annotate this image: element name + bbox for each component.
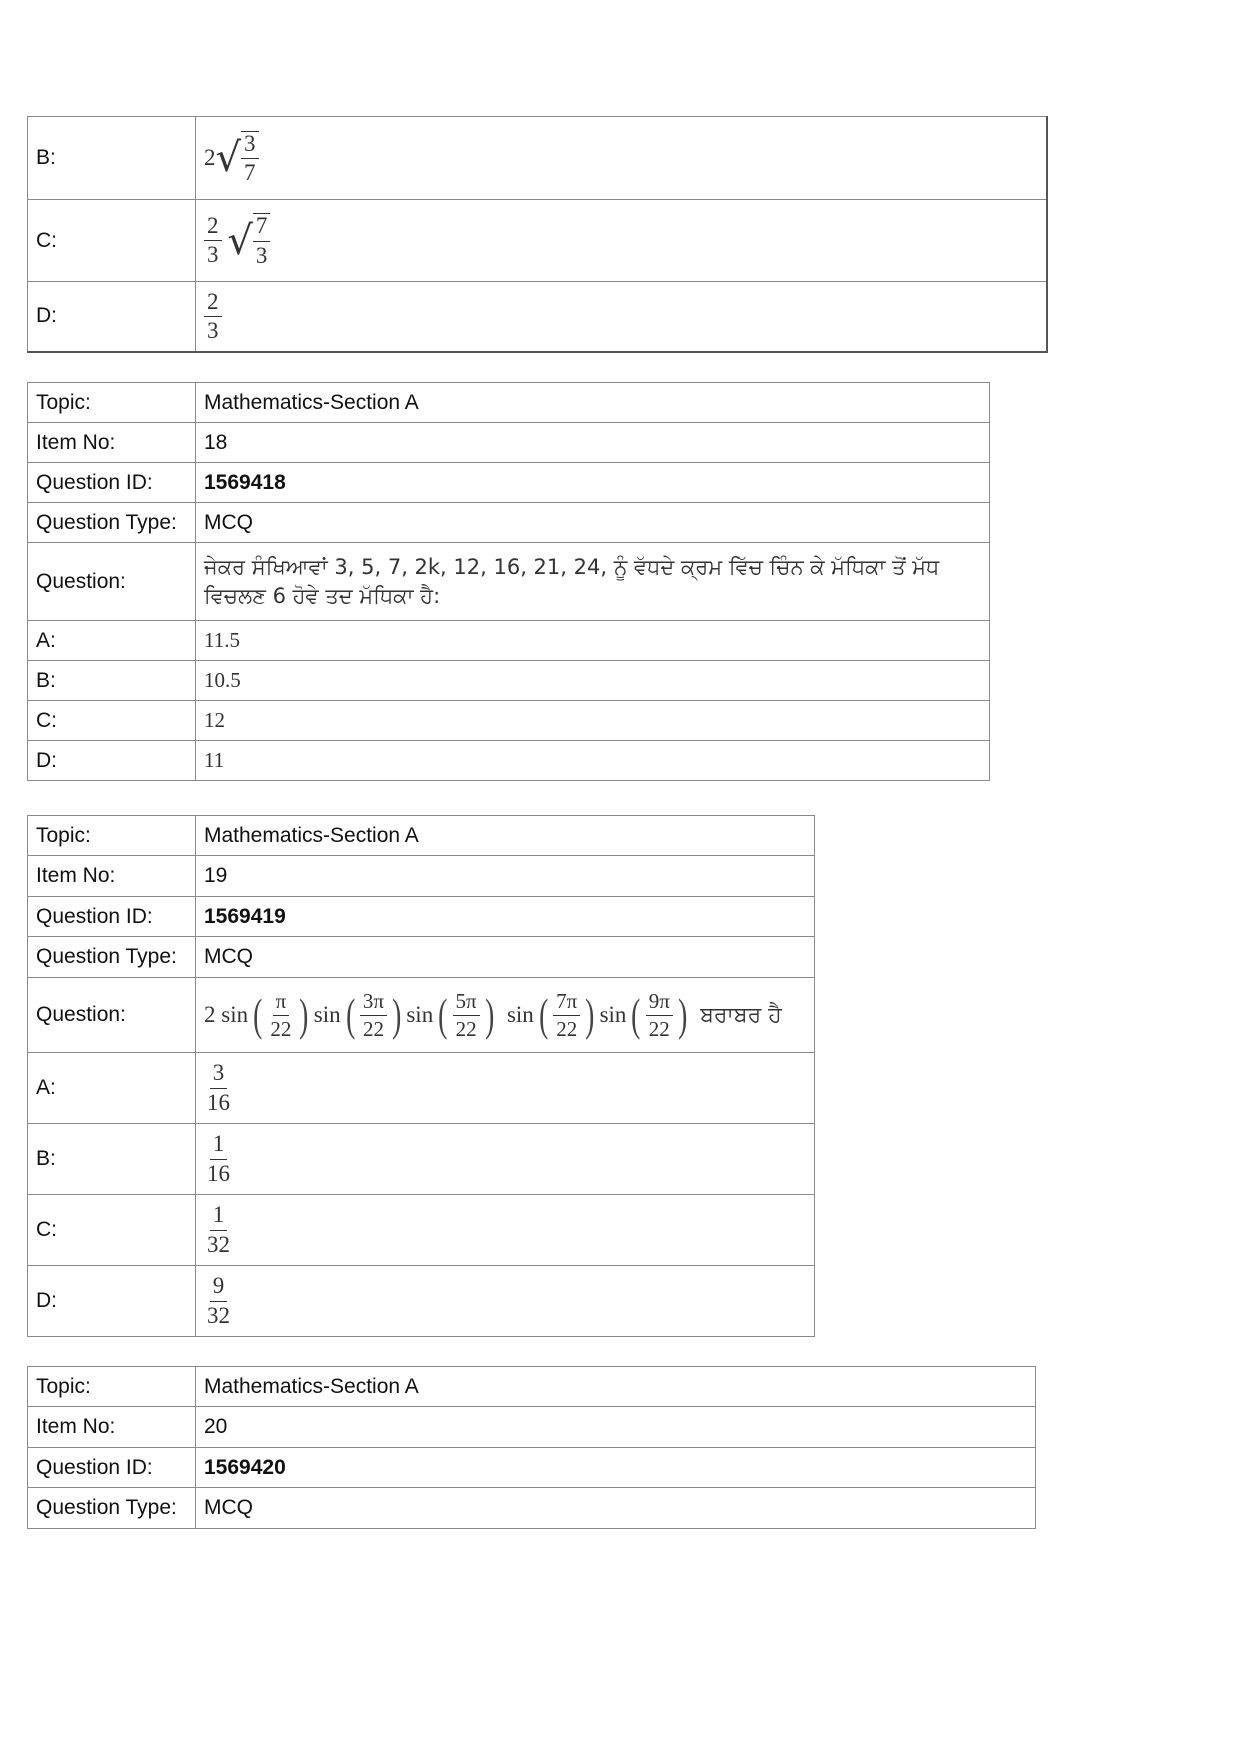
- sin-term: sin: [599, 1002, 627, 1027]
- fraction: $\frac{3}{16}$: [207, 1060, 230, 1115]
- fraction: $\frac{7\pi}{22}$: [553, 990, 580, 1039]
- fraction: $\frac{9\pi}{22}$: [646, 990, 673, 1039]
- option-label: A:: [28, 1053, 196, 1124]
- option-value: [196, 117, 1048, 200]
- option-label: B:: [28, 117, 196, 200]
- option-value: [196, 1124, 815, 1195]
- option-row-d: [28, 1266, 815, 1337]
- topic-row: [28, 1367, 1036, 1407]
- item-no-label: Item No:: [28, 856, 196, 897]
- question-id-value: 1569418: [196, 463, 990, 503]
- question-expression: [196, 978, 815, 1053]
- topic-label: Topic:: [28, 816, 196, 856]
- option-row-c: [28, 701, 990, 741]
- item-no-value: 18: [196, 423, 990, 463]
- question-tail-text: ਬਰਾਬਰ ਹੈ: [700, 1002, 782, 1028]
- fraction: $\frac{1}{32}$: [207, 1202, 230, 1257]
- question-id-label: Question ID:: [28, 1448, 196, 1488]
- question-id-value: 1569419: [196, 897, 815, 937]
- item-no-row: [28, 423, 990, 463]
- question-label: Question:: [28, 543, 196, 621]
- coefficient: 2: [204, 145, 216, 170]
- question-id-label: Question ID:: [28, 897, 196, 937]
- option-row-a: [28, 621, 990, 661]
- option-label: A:: [28, 621, 196, 661]
- option-label: C:: [28, 1195, 196, 1266]
- option-value: 11: [196, 741, 990, 781]
- option-value: [196, 1053, 815, 1124]
- option-row-d: [28, 741, 990, 781]
- topic-label: Topic:: [28, 383, 196, 423]
- fraction: $\frac{\pi}{22}$: [270, 989, 292, 1041]
- option-row-b: [28, 117, 1048, 200]
- question-type-value: MCQ: [196, 937, 815, 978]
- option-value: [196, 200, 1048, 282]
- topic-value: Mathematics-Section A: [196, 816, 815, 856]
- option-row-d: [28, 282, 1048, 352]
- lead-term: 2 sin: [204, 1002, 249, 1027]
- topic-value: Mathematics-Section A: [196, 383, 990, 423]
- option-row-a: [28, 1053, 815, 1124]
- option-value: [196, 1266, 815, 1337]
- question-id-value: 1569420: [196, 1448, 1036, 1488]
- question-type-row: [28, 1488, 1036, 1529]
- question-type-row: [28, 937, 815, 978]
- question-type-label: Question Type:: [28, 937, 196, 978]
- question-type-label: Question Type:: [28, 503, 196, 543]
- option-value: 11.5: [196, 621, 990, 661]
- option-value: 10.5: [196, 661, 990, 701]
- option-label: C:: [28, 701, 196, 741]
- question-20-table: [27, 1366, 1036, 1529]
- question-id-row: [28, 897, 815, 937]
- item-no-row: [28, 1407, 1036, 1448]
- option-label: B:: [28, 661, 196, 701]
- topic-row: [28, 383, 990, 423]
- item-no-label: Item No:: [28, 423, 196, 463]
- question-type-row: [28, 503, 990, 543]
- option-value: [196, 282, 1048, 352]
- option-value: 12: [196, 701, 990, 741]
- item-no-label: Item No:: [28, 1407, 196, 1448]
- option-label: B:: [28, 1124, 196, 1195]
- question-18-table: [27, 382, 990, 781]
- item-no-value: 19: [196, 856, 815, 897]
- option-row-c: [28, 1195, 815, 1266]
- sin-term: sin: [406, 1002, 434, 1027]
- fraction: $\frac{2}{3}$: [204, 290, 222, 343]
- fraction: $\frac{3}{7}$: [241, 132, 259, 185]
- question-id-row: [28, 463, 990, 503]
- question-type-value: MCQ: [196, 503, 990, 543]
- topic-row: [28, 816, 815, 856]
- fraction: $\frac{2}{3}$: [204, 214, 222, 267]
- item-no-row: [28, 856, 815, 897]
- question-row: [28, 543, 990, 621]
- option-row-b: [28, 661, 990, 701]
- item-no-value: 20: [196, 1407, 1036, 1448]
- fraction: $\frac{1}{16}$: [207, 1131, 230, 1186]
- option-label: D:: [28, 282, 196, 352]
- trig-expression: 2 sin ( $\frac{\pi}{22}$ ) sin ( $\frac{3\pi}{22}$ ) sin ( $\frac{5\pi}{22}$ ) sin ( $\frac{7\pi}{22}$ ) sin ( $\frac{9\pi}{22}$ ) ਬਰਾਬਰ ਹੈ: [204, 989, 782, 1041]
- option-label: D:: [28, 741, 196, 781]
- fraction: $\frac{5\pi}{22}$: [453, 990, 480, 1039]
- question-id-row: [28, 1448, 1036, 1488]
- question-17-options-table: [27, 116, 1048, 353]
- option-row-b: [28, 1124, 815, 1195]
- question-type-value: MCQ: [196, 1488, 1036, 1529]
- question-text: ਜੇਕਰ ਸੰਖਿਆਵਾਂ 3, 5, 7, 2k, 12, 16, 21, 24, ਨੂੰ ਵੱਧਦੇ ਕ੍ਰਮ ਵਿੱਚ ਚਿੰਨ ਕੇ ਮੱਧਿਕਾ ਤੋਂ ਮੱਧ ਵਿਚਲਣ 6 ਹੋਵੇ ਤਦ ਮੱਧਿਕਾ ਹੈ:: [196, 543, 990, 621]
- option-label: D:: [28, 1266, 196, 1337]
- topic-label: Topic:: [28, 1367, 196, 1407]
- topic-value: Mathematics-Section A: [196, 1367, 1036, 1407]
- fraction: $\frac{7}{3}$: [253, 214, 271, 267]
- sin-term: sin: [313, 1002, 341, 1027]
- question-id-label: Question ID:: [28, 463, 196, 503]
- square-root: √ $\frac{7}{3}$: [227, 213, 270, 267]
- question-type-label: Question Type:: [28, 1488, 196, 1529]
- square-root: √ $\frac{3}{7}$: [216, 131, 259, 185]
- question-row: [28, 978, 815, 1053]
- fraction: $\frac{9}{32}$: [207, 1273, 230, 1328]
- sin-term: sin: [506, 1002, 534, 1027]
- question-19-table: [27, 815, 815, 1337]
- question-label: Question:: [28, 978, 196, 1053]
- option-row-c: [28, 200, 1048, 282]
- fraction: $\frac{3\pi}{22}$: [360, 990, 387, 1039]
- option-label: C:: [28, 200, 196, 282]
- option-value: [196, 1195, 815, 1266]
